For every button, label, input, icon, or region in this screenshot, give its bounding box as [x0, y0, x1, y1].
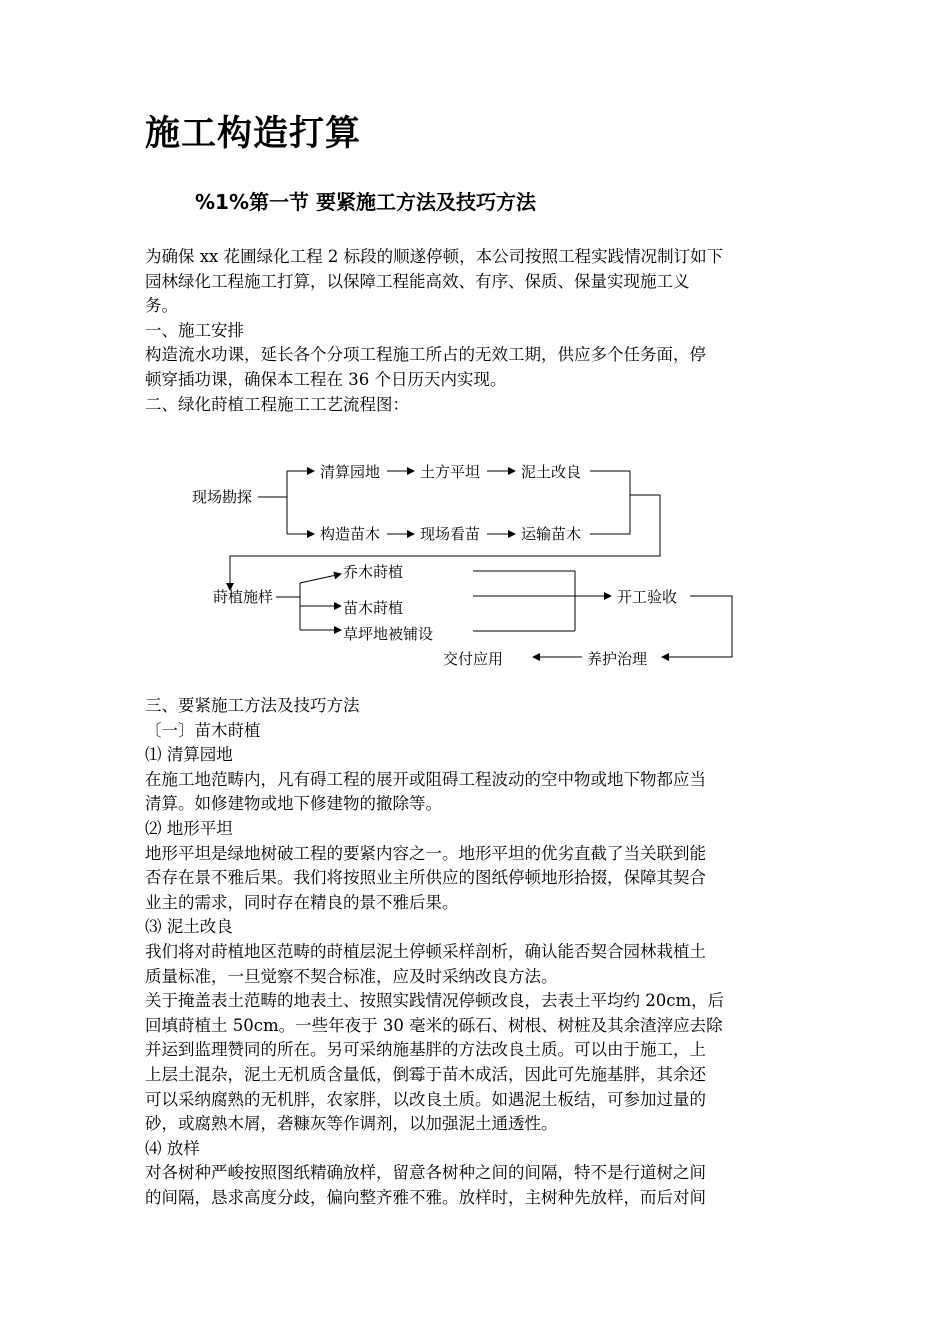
body-line: 上层土混杂，泥土无机质含量低，倒霉于苗木成活，因此可先施基胖，其余还 — [145, 1064, 706, 1084]
flow-node-lawn-laying: 草坪地被铺设 — [343, 625, 434, 643]
body-line: 砂，或腐熟木屑，砻糠灰等作调剂，以加强泥土通透性。 — [145, 1114, 558, 1134]
flow-node-handover: 交付应用 — [443, 650, 504, 668]
flow-node-inspect-seedlings: 现场看苗 — [420, 525, 481, 543]
heading-main-methods: 三、要紧施工方法及技巧方法 — [145, 696, 360, 715]
body-line: 对各树种严峻按照图纸精确放样，留意各树种之间的间隔，特不是行道树之间 — [145, 1163, 706, 1183]
item-heading: ⑵ 地形平坦 — [145, 818, 233, 838]
subheading-seedling-planting: 〔一〕苗木莳植 — [145, 720, 261, 740]
flow-node-soil-improve: 泥土改良 — [521, 463, 582, 481]
heading-process-flow: 二、绿化莳植工程施工工艺流程图： — [145, 394, 409, 414]
body-block — [145, 694, 805, 1210]
body-line: 质量标准，一旦觉察不契合标准，应及时采纳改良方法。 — [145, 966, 558, 986]
flow-node-clear-site: 清算园地 — [320, 463, 381, 481]
intro-line: 顿穿插功课，确保本工程在 36 个日历天内实现。 — [145, 369, 507, 389]
intro-line: 为确保 xx 花圃绿化工程 2 标段的顺遂停顿，本公司按照工程实践情况制订如下 — [145, 247, 724, 266]
item-heading: ⑴ 清算园地 — [145, 745, 233, 765]
flow-node-tree-planting: 乔木莳植 — [343, 563, 404, 581]
heading-construction-arrangement: 一、施工安排 — [145, 320, 244, 340]
body-line: 地形平坦是绿地树破工程的要紧内容之一。地形平坦的优劣直截了当关联到能 — [145, 843, 706, 863]
body-line: 的间隔，恳求高度分歧，偏向整齐雅不雅。放样时，主树种先放样，而后对间 — [145, 1187, 706, 1207]
item-heading: ⑶ 泥土改良 — [145, 917, 233, 937]
document-title: 施工构造打算 — [145, 114, 362, 154]
intro-line: 务。 — [145, 296, 178, 316]
flow-node-organize-seedlings: 构造苗木 — [320, 525, 381, 543]
flow-node-seedling-planting: 苗木莳植 — [343, 599, 404, 617]
flow-arrow — [300, 574, 341, 583]
body-line: 我们将对莳植地区范畴的莳植层泥土停顿采样剖析，确认能否契合园林栽植土 — [145, 941, 706, 961]
flow-node-survey: 现场勘探 — [192, 488, 253, 506]
intro-line: 构造流水功课，延长各个分项工程施工所占的无效工期，供应多个任务面，停 — [145, 345, 706, 365]
body-line: 否存在景不雅后果。我们将按照业主所供应的图纸停顿地形拾掇，保障其契合 — [145, 868, 706, 888]
flow-node-acceptance: 开工验收 — [617, 588, 678, 606]
flow-node-transport-seedlings: 运输苗木 — [521, 525, 582, 543]
body-line: 清算。如修建物或地下修建物的撤除等。 — [145, 794, 442, 814]
process-flowchart — [0, 440, 950, 680]
section-title: %1%第一节 要紧施工方法及技巧方法 — [195, 190, 536, 214]
flow-node-maintenance: 养护治理 — [587, 650, 648, 668]
item-heading: ⑷ 放样 — [145, 1138, 200, 1158]
flow-node-leveling: 土方平坦 — [420, 463, 481, 481]
body-line: 在施工地范畴内，凡有碍工程的展开或阻碍工程波动的空中物或地下物都应当 — [145, 769, 706, 789]
flow-connector — [590, 471, 630, 534]
body-line: 可以采纳腐熟的无机胖，农家胖，以改良土质。如遇泥土板结，可参加过量的 — [145, 1089, 706, 1109]
body-line: 回填莳植土 50cm。一些年夜于 30 毫米的砾石、树根、树桩及其余渣滓应去除 — [145, 1015, 723, 1035]
body-line: 业主的需求，同时存在精良的景不雅后果。 — [145, 892, 459, 912]
body-line: 关于掩盖表土范畴的地表土、按照实践情况停顿改良，去表土平均约 20cm，后 — [145, 991, 725, 1011]
body-line: 并运到监理赞同的所在。另可采纳施基胖的方法改良土质。可以由于施工，上 — [145, 1040, 706, 1060]
intro-block — [145, 245, 805, 417]
intro-line: 园林绿化工程施工打算，以保障工程能高效、有序、保质、保量实现施工义 — [145, 271, 690, 291]
flow-node-planting-layout: 莳植施样 — [213, 588, 274, 606]
